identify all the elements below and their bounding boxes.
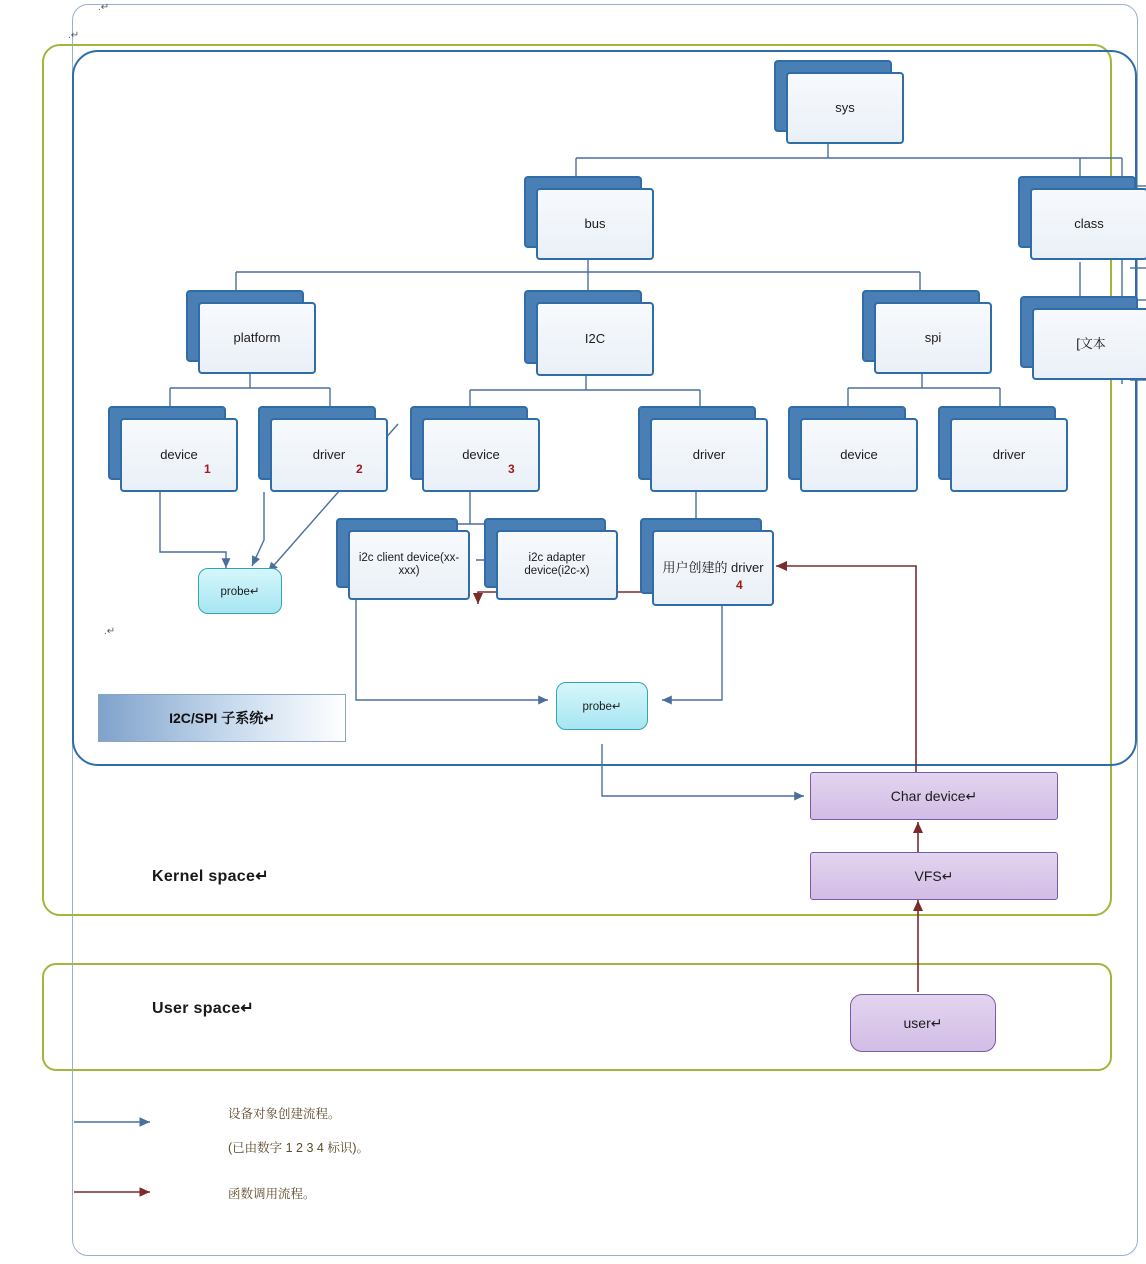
- node-spi-label: spi: [874, 302, 992, 374]
- node-spi-driver-label: driver: [950, 418, 1068, 492]
- node-platform-device[interactable]: [120, 418, 238, 492]
- node-i2c-label: I2C: [536, 302, 654, 376]
- node-class[interactable]: [1030, 188, 1146, 260]
- node-i2c-adapter-device-label: i2c adapter device(i2c-x): [496, 530, 618, 600]
- mark-second: .↵: [68, 30, 80, 41]
- legend-0-line1: 设备对象创建流程。: [228, 1107, 341, 1121]
- user-space-label: User space↵: [152, 1000, 255, 1017]
- mark-top-left: .↵: [98, 2, 110, 13]
- node-user-created-driver-label: 用户创建的 driver: [652, 530, 774, 606]
- box-vfs[interactable]: VFS↵: [810, 852, 1058, 900]
- node-bus-label: bus: [536, 188, 654, 260]
- node-i2c-device[interactable]: [422, 418, 540, 492]
- node-spi-driver[interactable]: [950, 418, 1068, 492]
- node-platform[interactable]: [198, 302, 316, 374]
- probe-i2c[interactable]: probe↵: [556, 682, 648, 730]
- node-platform-device-label: device: [120, 418, 238, 492]
- node-i2c[interactable]: [536, 302, 654, 376]
- node-platform-driver-label: driver: [270, 418, 388, 492]
- node-sys-label: sys: [786, 72, 904, 144]
- node-class-child-label: [文本: [1032, 308, 1146, 380]
- box-user[interactable]: user↵: [850, 994, 996, 1052]
- node-i2c-driver[interactable]: [650, 418, 768, 492]
- mark-mid-left: .↵: [104, 626, 116, 637]
- kernel-space-label: Kernel space↵: [152, 868, 269, 885]
- node-spi-device-label: device: [800, 418, 918, 492]
- node-class-label: class: [1030, 188, 1146, 260]
- number-i2c-device: 3: [508, 462, 515, 476]
- node-platform-driver[interactable]: [270, 418, 388, 492]
- node-i2c-device-label: device: [422, 418, 540, 492]
- node-user-created-driver[interactable]: [652, 530, 774, 606]
- number-platform-device: 1: [204, 462, 211, 476]
- node-i2c-client-device-label: i2c client device(xx-xxx): [348, 530, 470, 600]
- node-spi[interactable]: [874, 302, 992, 374]
- subsystem-label-box: I2C/SPI 子系统↵: [98, 694, 346, 742]
- number-platform-driver: 2: [356, 462, 363, 476]
- node-i2c-adapter-device[interactable]: [496, 530, 618, 600]
- legend-1-line1: 函数调用流程。: [228, 1187, 316, 1201]
- node-i2c-client-device[interactable]: [348, 530, 470, 600]
- number-user-created-driver: 4: [736, 578, 743, 592]
- probe-platform[interactable]: probe↵: [198, 568, 282, 614]
- node-i2c-driver-label: driver: [650, 418, 768, 492]
- legend-0-line2: (已由数字 1 2 3 4 标识)。: [228, 1141, 369, 1155]
- node-platform-label: platform: [198, 302, 316, 374]
- box-char-device[interactable]: Char device↵: [810, 772, 1058, 820]
- node-spi-device[interactable]: [800, 418, 918, 492]
- node-bus[interactable]: [536, 188, 654, 260]
- node-class-child[interactable]: [1032, 308, 1146, 380]
- node-sys[interactable]: [786, 72, 904, 144]
